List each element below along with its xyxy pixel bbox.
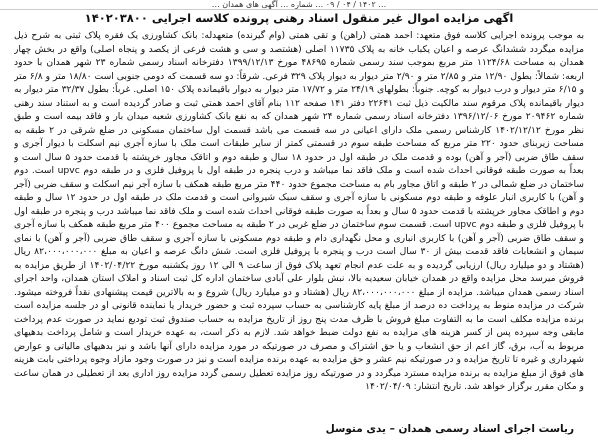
notice-body: به موجب پرونده اجرایی کلاسه فوق متعهد: احمد همتی (راهن) و تقی همتی (وام گیرنده) متعهدله: بانک کشاورزی یک فقره پلاک ثبتی به شرح ذیل مزایده میگردد ششدانگ عرصه و اعیان یکباب خانه به پلاک ۱۱۷۳۵ اصلی (هشتصد و سی و هشت فرعی از یکصد و پنجاه اصلی) واقع در بخش چهار همدان به مساحت ۱۱۲۴/۶۸ متر مربع بموجب سند رسمی شماره ۴۸۶۹۵ مورخ ۱۳۹۹/۱۲/۱۳ دفترخانه اسناد رسمی شماره ۲۳ شهر همدان با حدود اربعه: شمالاً: بطول ۱۲/۹۰ متر و ۲/۸۵ متر و ۲/۹۰ متر دیوار به دیوار پلاک ۳۲۹ فرعی. شرقاً: دو سه قسمت که دومی جنوبی است ۱۸/۸۰ متر و ۶/۸ متر و ۶/۱۵ متر دیوار و درب دیوار به کوچه. جنوباً: بطولهای ۲۴/۱۹ متر و ۱۷/۷۲ متر دیوار به دیوار باقیمانده پلاک ۱۵۰ اصلی. غرباً: بطول ۳۲/۳۷ متر دیوار به دیوار باقیمانده پلاک مرقوم سند مالکیت ذیل ثبت ۲۲۶۴۱ دفتر ۱۴۱ صفحه ۱۱۲ بنام آقای احمد همتی ثبت و صادر گردیده است و به استناد سند رهنی شماره ۲۰۹۴۶۲ مورخ ۱۳۹۶/۱۲/۰۶ دفترخانه اسناد رسمی شماره ۲۴ شهر همدان که به نفع بانک کشاورزی شعبه میدان بار و فاقد بیمه است و طبق نظر مورخ ۱۴۰۲/۱۲/۱۲ کارشناس رسمی ملک دارای اعیانی در سه قسمت می باشد قسمت اول ساختمان مسکونی در ضلع شرقی در ۲ طبقه به مساحت زیربنای حدود ۲۲۰ متر مربع که مساحت طبقه سوم در قسمتی کمتر از سایر طبقات است ملک با سازه آجری نیم اسکلت با دیوار آجری و سقف طاق ضربی (آجر و آهن) بوده و قدمت ملک در طبقه اول در حدود ۱۸ سال و طبقه دوم و اتاقک مجاور خرپشته با قدمت حدود ۵ سال است و بعداً به صورت طبقه فوقانی احداث شده است و ملک فاقد نما میباشد و درب پنجره در طبقه اول با پروفیل فلزی و در طبقه دوم upvc است. دوم ساختمان در ضلع شمالی در ۲ طبقه و اتاق مجاور بام به مساحت مجموع حدود ۴۴۰ متر مربع طبقه همکف با سازه آجر نیم اسکلت و سقف ضربی (آجر و آهن) با کاربری انبار علوفه و طبقه دوم مسکونی با سازه آجری و سقف سبک شیروانی است و قدمت ملک در طبقه اول در حدود ۱۲ سال و طبقه دوم و اطاقک مجاور خرپشته با قدمت حدود ۵ سال و بعداً به صورت طبقه فوقانی احداث شده است و ملک فاقد نما میباشد درب و پنجره در طبقه اول با پروفیل فلزی و طبقه دوم upvc است. قسمت سوم ساختمان در ضلع غربی در ۲ طبقه به مساحت مجموع ۴۰۰ متر مربع طبقه همکف با سازه آجری و سقف طاق ضربی (آجر و آهن) با کاربری انباری و محل نگهداری دام و طبقه دوم مسکونی با سازه آجری و سقف طاق ضربی (آجر و آهن) با نمای سیمان و انشعابات فاقد قدمت بیش از ۳۰ سال است درب و پنجره با پروفیل فلزی است. شش دانگ عرصه و اعیان به مبلغ ۸۲،۰۰۰،۰۰۰،۰۰۰ ریال (هشتاد و دو میلیارد ریال) ارزیابی گردیده و به علت عدم انجام تعهد پلاک فوق از ساعت ۹ الی ۱۲ روز یکشنبه مورخ ۱۴۰۲/۰۴/۲۲ از طریق مزایده به فروش میرسد محل مزایده واقع در همدان خیابان سعیدیه بالا، نبش بلوار علی آبادی ساختمان اداره کل ثبت اسناد و املاک استان همدان، واحد اجرای اسناد رسمی همدان میباشد. مزایده از مبلغ ۸۲،۰۰۰،۰۰۰،۰۰۰ ریال (هشتاد و دو میلیارد ریال) شروع و به بالاترین قیمت پیشنهادی نقداً فروخته میشود. شرکت در مزایده منوط به پرداخت ده درصد از مبلغ پایه کارشناسی به حساب سپرده ثبت و حضور خریدار یا نماینده قانونی او در جلسه مزایده است برنده مزایده مکلف است ما به التفاوت مبلغ فروش با ظرف مدت پنج روز از تاریخ مزایده به حساب صندوق ثبت تودیع نماید در صورت عدم پرداخت مابقی وجه سپرده پس از کسر هزینه های مزایده به نفع دولت ضبط خواهد شد. لازم به ذکر است، به عهده خریدار است و شامل پرداخت بدهیهای مربوط به آب، برق، گاز اعم از حق انشعاب و یا حق اشتراک و مصرف در صورتیکه در مورد مزایده دارای آنها باشد و نیز بدهیهای مالیاتی و عوارض شهرداری و غیره تا تاریخ مزایده و در صورتیکه نیم عشر و حق مزایده به عهده برنده مزایده است و نیز در صورت وجود مازاد وجوه پرداختی بابت هزینه های فوق از مبلغ مزایده به برنده مزایده مسترد میگردد و در صورتیکه روز مزایده تعطیل رسمی گردد مزایده روز اداری بعد از تعطیلی در همان ساعت و مکان مقرر برگزار خواهد شد. تاریخ انتشار: ۱۴۰۲/۰۴/۰۹ (14, 30, 584, 392)
notice-title: اگهی مزایده اموال غیر منقول اسناد رهنی پرونده کلاسه اجرایی ۱۴۰۲۰۳۸۰۰ (84, 11, 514, 25)
notice-signature: ریاست اجرای اسناد رسمی همدان – یدی متوسل (325, 423, 574, 435)
auction-notice (14, 10, 584, 442)
newspaper-header-strip: … ۱۴۰۲ / ۰۴ / ۰۹ … شماره … آگهی های همدان … (0, 0, 598, 10)
